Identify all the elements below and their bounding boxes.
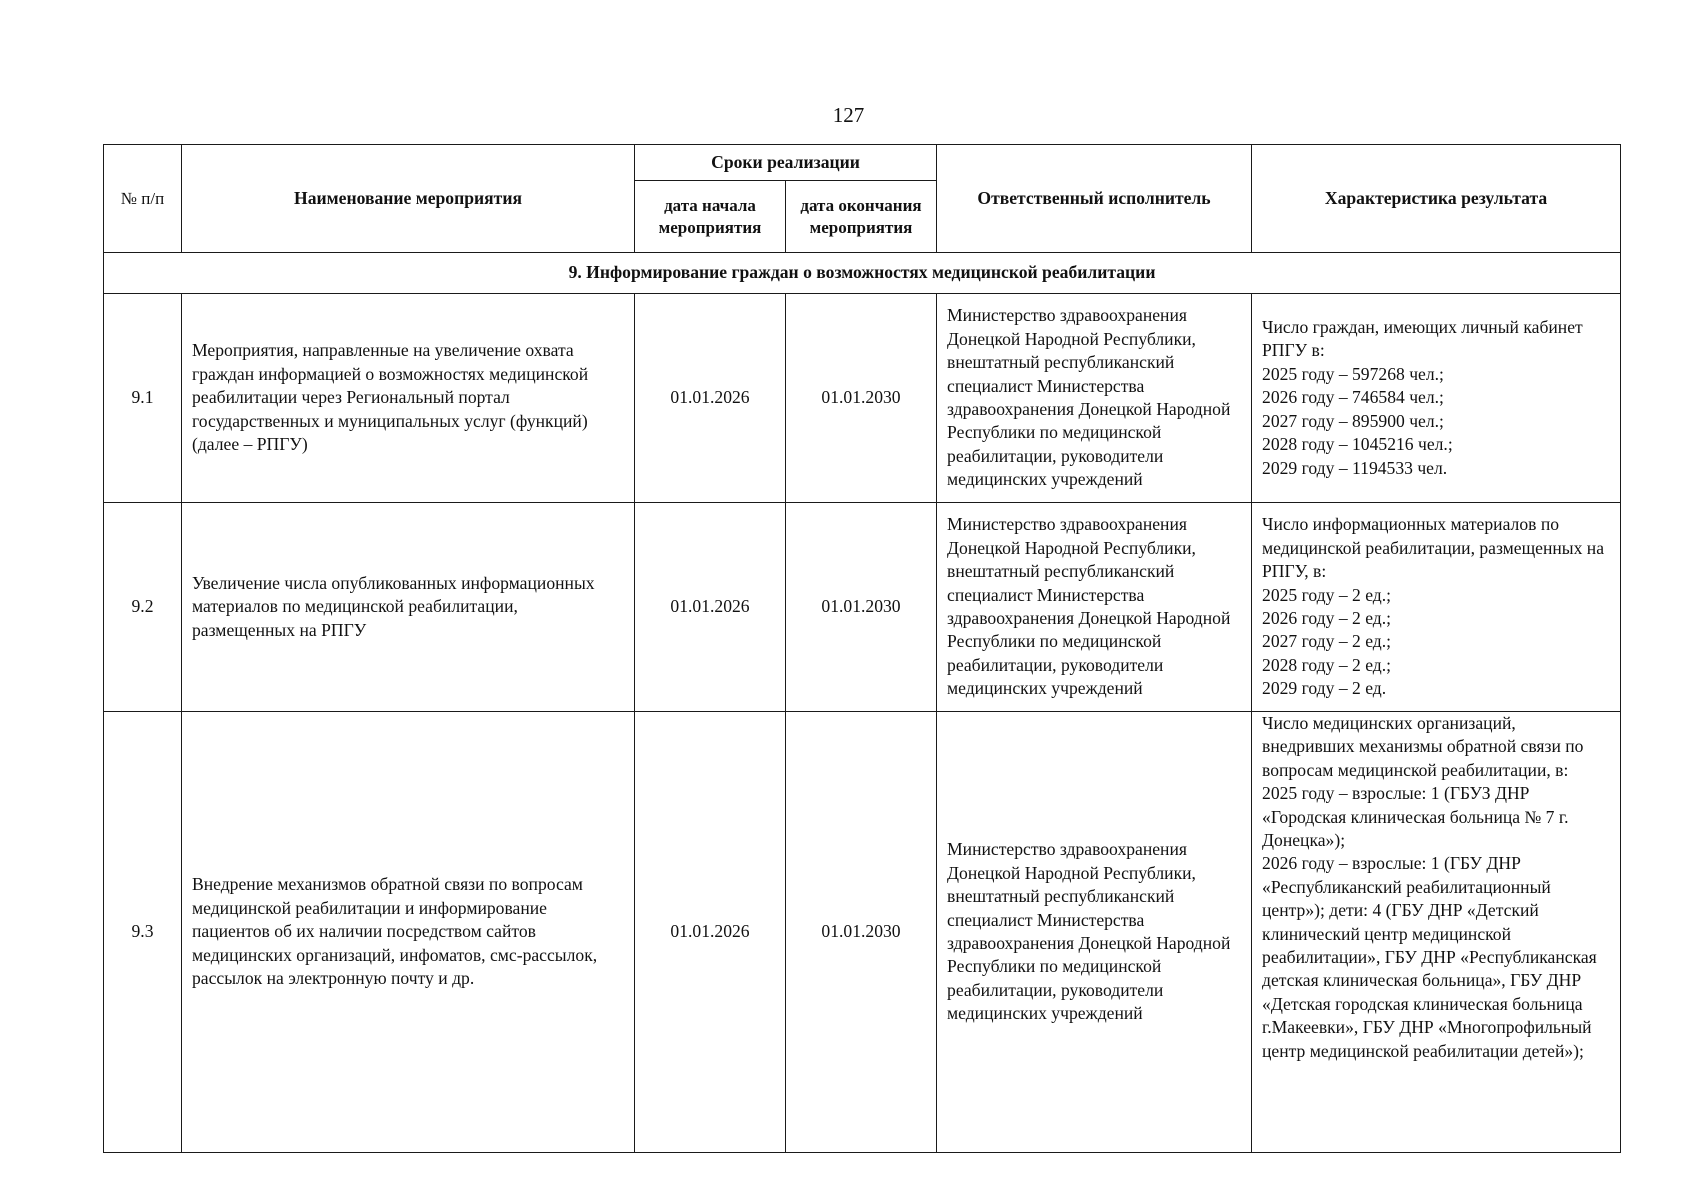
- row-start-date: 01.01.2026: [635, 712, 786, 1153]
- result-line: 2027 году – 895900 чел.;: [1262, 410, 1444, 431]
- row-end-date: 01.01.2030: [786, 294, 937, 503]
- header-start: дата начала мероприятия: [635, 181, 786, 253]
- result-line: 2029 году – 2 ед.: [1262, 678, 1387, 699]
- result-line: Число информационных материалов по медицинской реабилитации, размещенных на РПГУ, в:: [1262, 514, 1605, 582]
- row-name: Увеличение числа опубликованных информационных материалов по медицинской реабилитации, размещенных на РПГУ: [182, 503, 635, 712]
- result-line: 2028 году – 1045216 чел.;: [1262, 434, 1453, 455]
- result-line: Число медицинских организаций, внедривших механизмы обратной связи по вопросам медицинской реабилитации, в:: [1262, 713, 1584, 780]
- row-name: Внедрение механизмов обратной связи по вопросам медицинской реабилитации и информирование пациентов об их наличии посредством сайтов медицинских организаций, инфоматов, смс-рассылок, рассылок на электронную почту и др.: [182, 712, 635, 1153]
- result-line: 2025 году – взрослые: 1 (ГБУЗ ДНР «Городская клиническая больница № 7 г. Донецка»);: [1262, 783, 1569, 851]
- table-row: [104, 294, 1621, 503]
- row-responsible: Министерство здравоохранения Донецкой Народной Республики, внештатный республиканский специалист Министерства здравоохранения Донецкой Народной Республики по медицинской реабилитации, руководители медицинских учреждений: [937, 503, 1252, 712]
- result-line: 2025 году – 2 ед.;: [1262, 584, 1392, 605]
- header-name: Наименование мероприятия: [182, 145, 635, 253]
- section-title: 9. Информирование граждан о возможностях медицинской реабилитации: [104, 253, 1621, 294]
- result-line: 2029 году – 1194533 чел.: [1262, 457, 1448, 478]
- row-num: 9.2: [104, 503, 182, 712]
- result-line: 2026 году – взрослые: 1 (ГБУ ДНР «Республиканский реабилитационный центр»); дети: 4 (ГБУ ДНР «Детский клинический центр медицинской реабилитации», ГБУ ДНР «Республиканская детская клиническая больница», ГБУ ДНР «Детская городская клиническая больница г.Макеевки», ГБУ ДНР «Многопрофильный центр медицинской реабилитации детей»);: [1262, 853, 1597, 1061]
- row-result: [1252, 294, 1621, 503]
- header-period: Сроки реализации: [635, 145, 937, 181]
- row-result: [1252, 712, 1621, 1153]
- row-start-date: 01.01.2026: [635, 503, 786, 712]
- row-start-date: 01.01.2026: [635, 294, 786, 503]
- table-row: [104, 503, 1621, 712]
- table-row: [104, 712, 1621, 1153]
- result-line: 2026 году – 2 ед.;: [1262, 608, 1392, 628]
- header-num: № п/п: [104, 145, 182, 253]
- row-name: Мероприятия, направленные на увеличение охвата граждан информацией о возможностях медицинской реабилитации через Региональный портал государственных и муниципальных услуг (функций) (далее – РПГУ): [182, 294, 635, 503]
- row-end-date: 01.01.2030: [786, 503, 937, 712]
- row-end-date: 01.01.2030: [786, 712, 937, 1153]
- result-line: 2026 году – 746584 чел.;: [1262, 387, 1444, 408]
- header-end: дата окончания мероприятия: [786, 181, 937, 253]
- header-responsible: Ответственный исполнитель: [937, 145, 1252, 253]
- row-responsible: Министерство здравоохранения Донецкой Народной Республики, внештатный республиканский специалист Министерства здравоохранения Донецкой Народной Республики по медицинской реабилитации, руководители медицинских учреждений: [937, 294, 1252, 503]
- page-number: 127: [832, 103, 865, 127]
- result-line: 2027 году – 2 ед.;: [1262, 631, 1392, 652]
- row-num: 9.3: [104, 712, 182, 1153]
- row-num: 9.1: [104, 294, 182, 503]
- row-result: [1252, 503, 1621, 712]
- header-result: Характеристика результата: [1252, 145, 1621, 253]
- result-line: Число граждан, имеющих личный кабинет РПГУ в:: [1262, 317, 1583, 361]
- result-line: 2028 году – 2 ед.;: [1262, 654, 1392, 675]
- row-responsible: Министерство здравоохранения Донецкой Народной Республики, внештатный республиканский специалист Министерства здравоохранения Донецкой Народной Республики по медицинской реабилитации, руководители медицинских учреждений: [937, 712, 1252, 1153]
- result-line: 2025 году – 597268 чел.;: [1262, 363, 1444, 384]
- measures-table: [103, 144, 1621, 1153]
